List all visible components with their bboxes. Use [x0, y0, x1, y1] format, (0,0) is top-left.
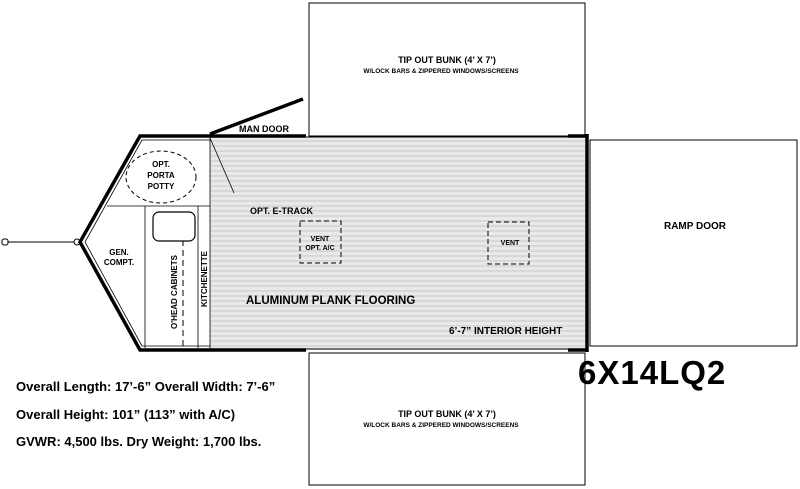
vent-rear-label: VENT — [500, 240, 520, 247]
ohead-cabinets-label: O'HEAD CABINETS — [170, 255, 179, 329]
porta-potty-label-1: OPT. — [152, 160, 170, 169]
tip-out-bottom-title: TIP OUT BUNK (4’ X 7’) — [398, 409, 496, 419]
vent-opt-ac-label-2: OPT. A/C — [305, 245, 335, 252]
tip-out-top-subtitle: W/LOCK BARS & ZIPPERED WINDOWS/SCREENS — [363, 68, 519, 75]
flooring-label: ALUMINUM PLANK FLOORING — [246, 295, 416, 307]
man-door-label: MAN DOOR — [239, 124, 289, 134]
vent-opt-ac-label-1: VENT — [310, 236, 330, 243]
tip-out-bottom-subtitle: W/LOCK BARS & ZIPPERED WINDOWS/SCREENS — [363, 422, 519, 429]
e-track-label: OPT. E-TRACK — [250, 206, 313, 216]
ramp-door-label: RAMP DOOR — [663, 221, 727, 232]
porta-potty-label-3: POTTY — [147, 182, 175, 191]
interior-height-label: 6’-7” INTERIOR HEIGHT — [449, 326, 563, 337]
gen-compt-label-2: COMPT. — [103, 258, 135, 267]
tongue-coupler — [2, 239, 8, 245]
kitchenette-sink — [153, 212, 195, 241]
kitchenette-label: KITCHENETTE — [200, 251, 209, 307]
spec-length-width: Overall Length: 17’-6” Overall Width: 7’-6” — [16, 379, 276, 394]
aluminum-plank-floor — [210, 137, 587, 350]
spec-height: Overall Height: 101” (113” with A/C) — [16, 407, 236, 422]
porta-potty-label-2: PORTA — [147, 171, 175, 180]
ramp-door — [590, 140, 797, 346]
tip-out-bunk-bottom — [309, 353, 585, 485]
gen-compt-label-1: GEN. — [109, 248, 129, 257]
model-number: 6X14LQ2 — [578, 354, 727, 391]
spec-weight: GVWR: 4,500 lbs. Dry Weight: 1,700 lbs. — [16, 434, 262, 449]
tip-out-top-title: TIP OUT BUNK (4’ X 7’) — [398, 55, 496, 65]
